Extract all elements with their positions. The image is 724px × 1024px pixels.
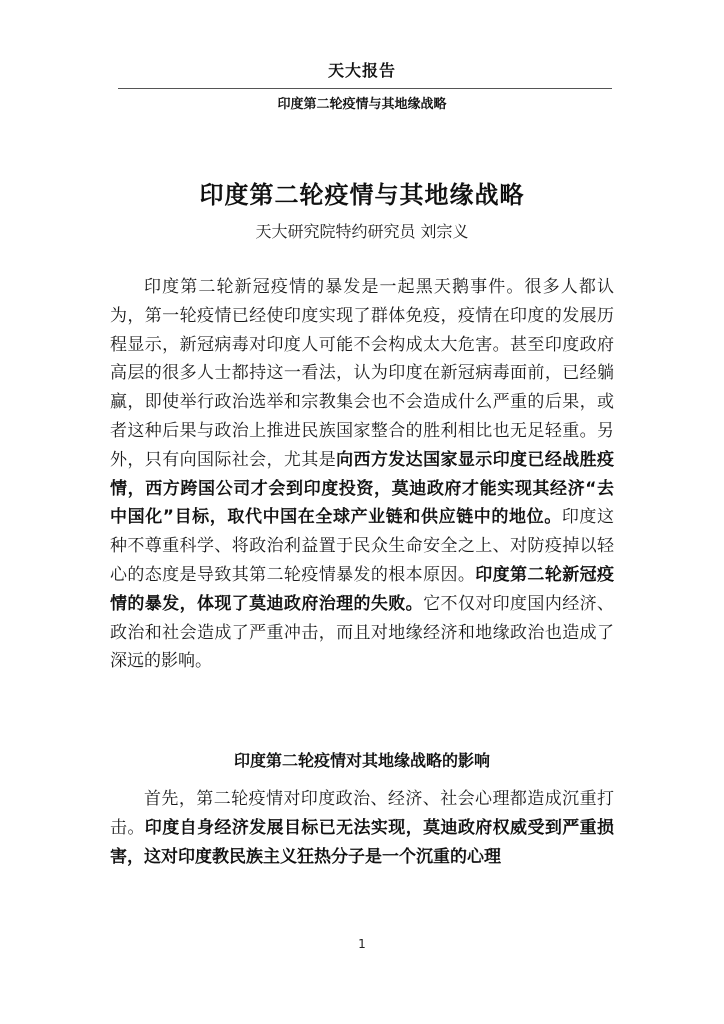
paragraph-intro-text-1: 印度第二轮新冠疫情的暴发是一起黑天鹅事件。很多人都认为，第一轮疫情已经使印度实现了群体免疫，疫情在印度的发展历程显示，新冠病毒对印度人可能不会构成太大危害。甚至印度政府高层的很多人士都持这一看法，认为印度在新冠病毒面前，已经躺赢，即使举行政治选举和宗教集会也不会造成什么严重的后果，或者这种后果与政治上推进民族国家整合的胜利相比也无足轻重。另外，只有向国际社会，尤其是 xyxy=(110,277,614,470)
page-number: 1 xyxy=(358,937,366,951)
paragraph-impact-text-1: 首先，第二轮疫情对印度政治、经济、社会心理都造成沉重打击。 xyxy=(110,789,614,838)
paragraph-intro-bold-1: 向西方发达国家显示印度已经战胜疫情，西方跨国公司才会到印度投资，莫迪政府才能实现其经济“去中国化”目标，取代中国在全球产业链和供应链中的地位。 xyxy=(110,449,615,528)
paragraph-intro-text-2: 印度这种不尊重科学、将政治利益置于民众生命安全之上、对防疫掉以轻心的态度是导致其第二轮疫情暴发的根本原因。 xyxy=(110,507,615,585)
paragraph-intro-text-3: 它不仅对印度国内经济、政治和社会造成了严重冲击，而且对地缘经济和地缘政治也造成了深远的影响。 xyxy=(110,593,615,672)
author-line: 天大研究院特约研究员 刘宗义 xyxy=(255,222,469,241)
paragraph-impact-bold-1: 印度自身经济发展目标已无法实现，莫迪政府权威受到严重损害，这对印度教民族主义狂热分子是一个沉重的心理 xyxy=(110,817,615,867)
paragraph-intro xyxy=(110,273,614,676)
report-series-title: 天大报告 xyxy=(327,61,396,80)
running-header-title: 印度第二轮疫情与其地缘战略 xyxy=(277,97,447,112)
header-divider xyxy=(118,88,612,89)
paragraph-intro-bold-2: 印度第二轮新冠疫情的暴发，体现了莫迪政府治理的失败。 xyxy=(110,564,614,614)
paragraph-impact xyxy=(110,785,614,871)
document-title: 印度第二轮疫情与其地缘战略 xyxy=(199,181,525,209)
section-heading: 印度第二轮疫情对其地缘战略的影响 xyxy=(233,751,490,770)
